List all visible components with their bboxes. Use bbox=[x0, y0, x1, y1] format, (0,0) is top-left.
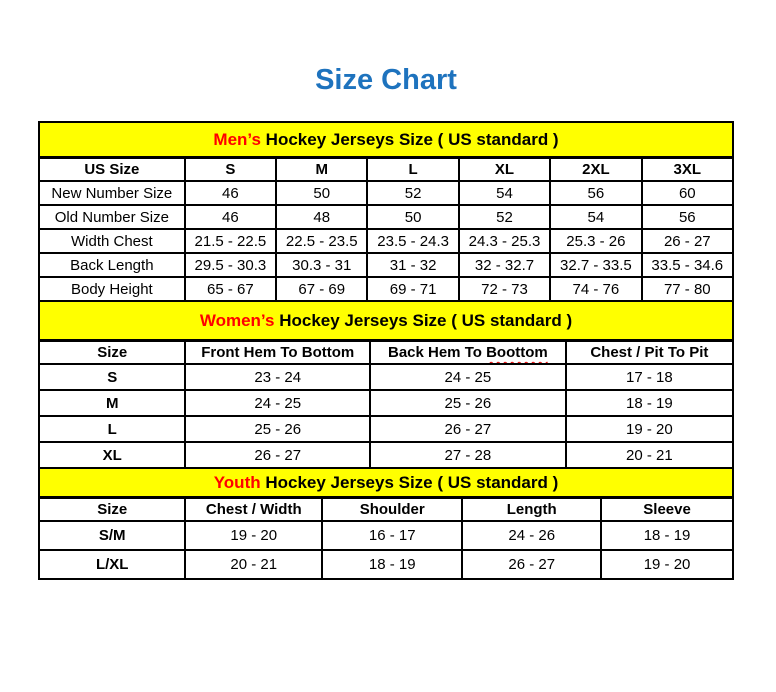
youth-cell-1-0: 20 - 21 bbox=[185, 550, 322, 579]
mens-size-table bbox=[38, 121, 734, 302]
mens-row-label-1: Old Number Size bbox=[39, 205, 185, 229]
youth-cell-0-0: 19 - 20 bbox=[185, 521, 322, 550]
mens-column-header-4: XL bbox=[459, 157, 550, 181]
womens-cell-3-1: 27 - 28 bbox=[370, 442, 566, 468]
mens-cell-1-2: 50 bbox=[367, 205, 458, 229]
mens-column-header-2: M bbox=[276, 157, 367, 181]
mens-row-label-4: Body Height bbox=[39, 277, 185, 301]
mens-cell-1-0: 46 bbox=[185, 205, 276, 229]
mens-column-header-6: 3XL bbox=[642, 157, 733, 181]
page-title: Size Chart bbox=[315, 64, 457, 96]
mens-column-header-5: 2XL bbox=[550, 157, 641, 181]
womens-row-label-1: M bbox=[39, 390, 185, 416]
youth-row-label-0: S/M bbox=[39, 521, 185, 550]
mens-cell-4-4: 74 - 76 bbox=[550, 277, 641, 301]
youth-cell-0-2: 24 - 26 bbox=[462, 521, 601, 550]
youth-cell-0-1: 16 - 17 bbox=[322, 521, 462, 550]
mens-header-row bbox=[39, 157, 733, 181]
womens-size-table bbox=[38, 300, 734, 469]
mens-cell-3-0: 29.5 - 30.3 bbox=[185, 253, 276, 277]
youth-column-header-0: Size bbox=[39, 497, 185, 521]
mens-cell-0-3: 54 bbox=[459, 181, 550, 205]
youth-header-row bbox=[39, 497, 733, 521]
womens-table-row-3 bbox=[39, 442, 733, 468]
womens-column-header-3: Chest / Pit To Pit bbox=[566, 340, 733, 364]
womens-banner-highlight: Women’s bbox=[199, 310, 275, 330]
womens-cell-1-2: 18 - 19 bbox=[566, 390, 733, 416]
womens-table-row-2 bbox=[39, 416, 733, 442]
mens-cell-4-2: 69 - 71 bbox=[367, 277, 458, 301]
youth-banner-highlight: Youth bbox=[213, 472, 261, 492]
youth-table-row-1 bbox=[39, 550, 733, 579]
mens-column-header-0: US Size bbox=[39, 157, 185, 181]
mens-cell-1-4: 54 bbox=[550, 205, 641, 229]
mens-row-label-3: Back Length bbox=[39, 253, 185, 277]
mens-column-header-1: S bbox=[185, 157, 276, 181]
youth-cell-0-3: 18 - 19 bbox=[601, 521, 733, 550]
mens-cell-0-4: 56 bbox=[550, 181, 641, 205]
womens-row-label-0: S bbox=[39, 364, 185, 390]
mens-cell-2-2: 23.5 - 24.3 bbox=[367, 229, 458, 253]
youth-cell-1-2: 26 - 27 bbox=[462, 550, 601, 579]
youth-size-table bbox=[38, 467, 734, 580]
misspelled-word: Boottom bbox=[486, 344, 548, 362]
mens-cell-0-2: 52 bbox=[367, 181, 458, 205]
mens-table-row-4 bbox=[39, 277, 733, 301]
mens-cell-3-2: 31 - 32 bbox=[367, 253, 458, 277]
womens-column-header-0: Size bbox=[39, 340, 185, 364]
mens-cell-4-0: 65 - 67 bbox=[185, 277, 276, 301]
youth-column-header-4: Sleeve bbox=[601, 497, 733, 521]
youth-column-header-3: Length bbox=[462, 497, 601, 521]
womens-cell-0-0: 23 - 24 bbox=[185, 364, 370, 390]
youth-banner-cell bbox=[39, 468, 733, 497]
mens-cell-2-3: 24.3 - 25.3 bbox=[459, 229, 550, 253]
mens-table-row-0 bbox=[39, 181, 733, 205]
womens-row-label-3: XL bbox=[39, 442, 185, 468]
youth-column-header-1: Chest / Width bbox=[185, 497, 322, 521]
size-chart-page bbox=[38, 64, 734, 580]
womens-cell-3-0: 26 - 27 bbox=[185, 442, 370, 468]
mens-cell-2-5: 26 - 27 bbox=[642, 229, 733, 253]
youth-banner-text: Hockey Jerseys Size ( US standard ) bbox=[260, 472, 559, 492]
mens-cell-1-5: 56 bbox=[642, 205, 733, 229]
womens-cell-1-1: 25 - 26 bbox=[370, 390, 566, 416]
womens-cell-2-0: 25 - 26 bbox=[185, 416, 370, 442]
youth-banner-row bbox=[39, 468, 733, 497]
mens-cell-0-0: 46 bbox=[185, 181, 276, 205]
mens-cell-0-5: 60 bbox=[642, 181, 733, 205]
mens-cell-1-1: 48 bbox=[276, 205, 367, 229]
youth-row-label-1: L/XL bbox=[39, 550, 185, 579]
mens-cell-0-1: 50 bbox=[276, 181, 367, 205]
youth-table-row-0 bbox=[39, 521, 733, 550]
womens-cell-1-0: 24 - 25 bbox=[185, 390, 370, 416]
womens-table-row-0 bbox=[39, 364, 733, 390]
mens-cell-3-1: 30.3 - 31 bbox=[276, 253, 367, 277]
mens-banner-cell bbox=[39, 122, 733, 157]
womens-header-row bbox=[39, 340, 733, 364]
mens-cell-3-4: 32.7 - 33.5 bbox=[550, 253, 641, 277]
mens-cell-4-3: 72 - 73 bbox=[459, 277, 550, 301]
mens-banner-highlight: Men’s bbox=[213, 129, 261, 149]
mens-table-row-1 bbox=[39, 205, 733, 229]
womens-cell-0-1: 24 - 25 bbox=[370, 364, 566, 390]
mens-table-row-2 bbox=[39, 229, 733, 253]
mens-table-row-3 bbox=[39, 253, 733, 277]
mens-cell-3-3: 32 - 32.7 bbox=[459, 253, 550, 277]
youth-cell-1-3: 19 - 20 bbox=[601, 550, 733, 579]
womens-cell-2-2: 19 - 20 bbox=[566, 416, 733, 442]
mens-cell-2-0: 21.5 - 22.5 bbox=[185, 229, 276, 253]
womens-banner-cell bbox=[39, 301, 733, 340]
mens-cell-2-4: 25.3 - 26 bbox=[550, 229, 641, 253]
womens-cell-3-2: 20 - 21 bbox=[566, 442, 733, 468]
womens-cell-2-1: 26 - 27 bbox=[370, 416, 566, 442]
womens-column-header-1: Front Hem To Bottom bbox=[185, 340, 370, 364]
mens-cell-3-5: 33.5 - 34.6 bbox=[642, 253, 733, 277]
mens-banner-text: Hockey Jerseys Size ( US standard ) bbox=[260, 129, 559, 149]
mens-cell-4-1: 67 - 69 bbox=[276, 277, 367, 301]
womens-banner-row bbox=[39, 301, 733, 340]
mens-cell-1-3: 52 bbox=[459, 205, 550, 229]
mens-column-header-3: L bbox=[367, 157, 458, 181]
mens-cell-4-5: 77 - 80 bbox=[642, 277, 733, 301]
mens-cell-2-1: 22.5 - 23.5 bbox=[276, 229, 367, 253]
womens-banner-text: Hockey Jerseys Size ( US standard ) bbox=[274, 310, 573, 330]
womens-column-header-2: Back Hem To Boottom bbox=[370, 340, 566, 364]
youth-column-header-2: Shoulder bbox=[322, 497, 462, 521]
womens-row-label-2: L bbox=[39, 416, 185, 442]
mens-banner-row bbox=[39, 122, 733, 157]
mens-row-label-0: New Number Size bbox=[39, 181, 185, 205]
womens-cell-0-2: 17 - 18 bbox=[566, 364, 733, 390]
tables-host bbox=[38, 121, 734, 580]
youth-cell-1-1: 18 - 19 bbox=[322, 550, 462, 579]
mens-row-label-2: Width Chest bbox=[39, 229, 185, 253]
womens-table-row-1 bbox=[39, 390, 733, 416]
